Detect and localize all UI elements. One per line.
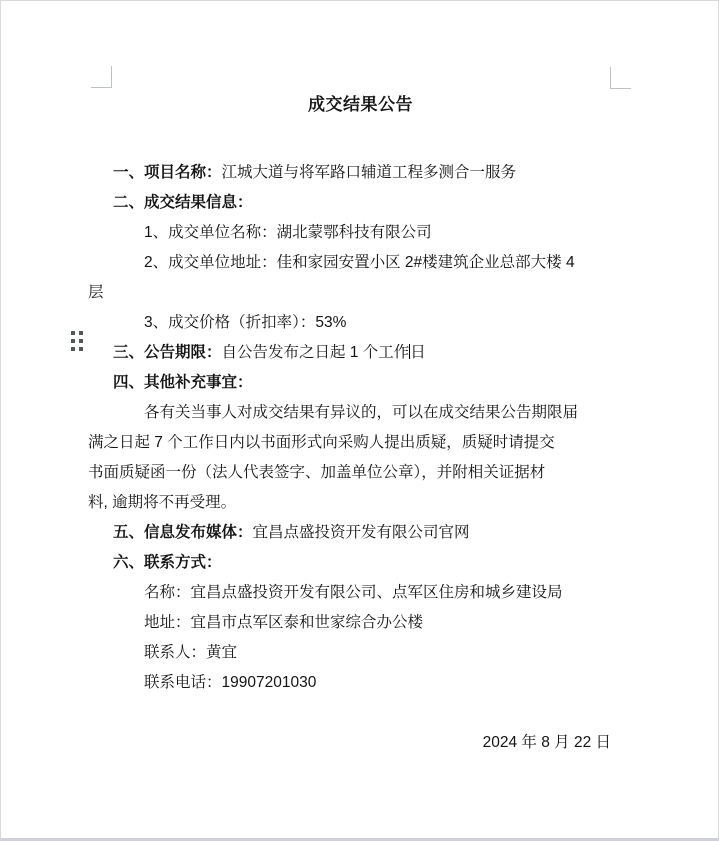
margin-crop-mark-top-left-icon — [91, 66, 112, 88]
text-line[interactable]: 层 — [88, 284, 104, 301]
document-content — [88, 89, 611, 758]
text-line[interactable]: 三、公告期限：自公告发布之日起 1 个工作日 — [113, 344, 426, 361]
text-line[interactable]: 满之日起 7 个工作日内以书面形式向采购人提出质疑，质疑时请提交 — [88, 434, 555, 451]
document-date: 2024 年 8 月 22 日 — [482, 734, 611, 751]
text-line[interactable]: 书面质疑函一份（法人代表签字、加盖单位公章），并附相关证据材 — [88, 464, 546, 481]
document-body — [88, 158, 611, 698]
margin-crop-mark-top-right-icon — [610, 67, 631, 89]
text-line[interactable]: 1、成交单位名称：湖北蒙鄂科技有限公司 — [144, 224, 432, 241]
text-cursor-icon — [409, 344, 410, 359]
text-line-heading: 四、其他补充事宜： — [113, 374, 253, 391]
text-line[interactable]: 各有关当事人对成交结果有异议的，可以在成交结果公告期限届 — [144, 404, 579, 421]
text-line[interactable] — [88, 368, 611, 398]
text-line-heading: 一、项目名称： — [113, 164, 222, 181]
text-line-heading: 三、公告期限： — [113, 344, 222, 361]
text-line[interactable]: 一、项目名称：江城大道与将军路口辅道工程多测合一服务 — [113, 164, 517, 181]
text-line[interactable]: 地址：宜昌市点军区泰和世家综合办公楼 — [144, 614, 424, 631]
text-line[interactable]: 联系人：黄宜 — [144, 644, 238, 661]
text-line[interactable]: 3、成交价格（折扣率）：53% — [144, 314, 347, 331]
drag-handle-icon[interactable] — [71, 331, 83, 351]
text-line-heading: 六、联系方式： — [113, 554, 222, 571]
text-line[interactable]: 2、成交单位地址：佳和家园安置小区 2#楼建筑企业总部大楼 4 — [144, 254, 575, 271]
text-line[interactable] — [88, 548, 611, 578]
page-title: 成交结果公告 — [308, 95, 413, 114]
text-line-heading: 二、成交结果信息： — [113, 194, 253, 211]
text-line-heading: 五、信息发布媒体： — [113, 524, 253, 541]
text-line[interactable]: 五、信息发布媒体：宜昌点盛投资开发有限公司官网 — [113, 524, 470, 541]
text-line[interactable]: 料, 逾期将不再受理。 — [88, 494, 237, 511]
text-line[interactable] — [88, 188, 611, 218]
text-line[interactable]: 联系电话：19907201030 — [144, 674, 317, 691]
text-line[interactable]: 名称：宜昌点盛投资开发有限公司、点军区住房和城乡建设局 — [144, 584, 563, 601]
